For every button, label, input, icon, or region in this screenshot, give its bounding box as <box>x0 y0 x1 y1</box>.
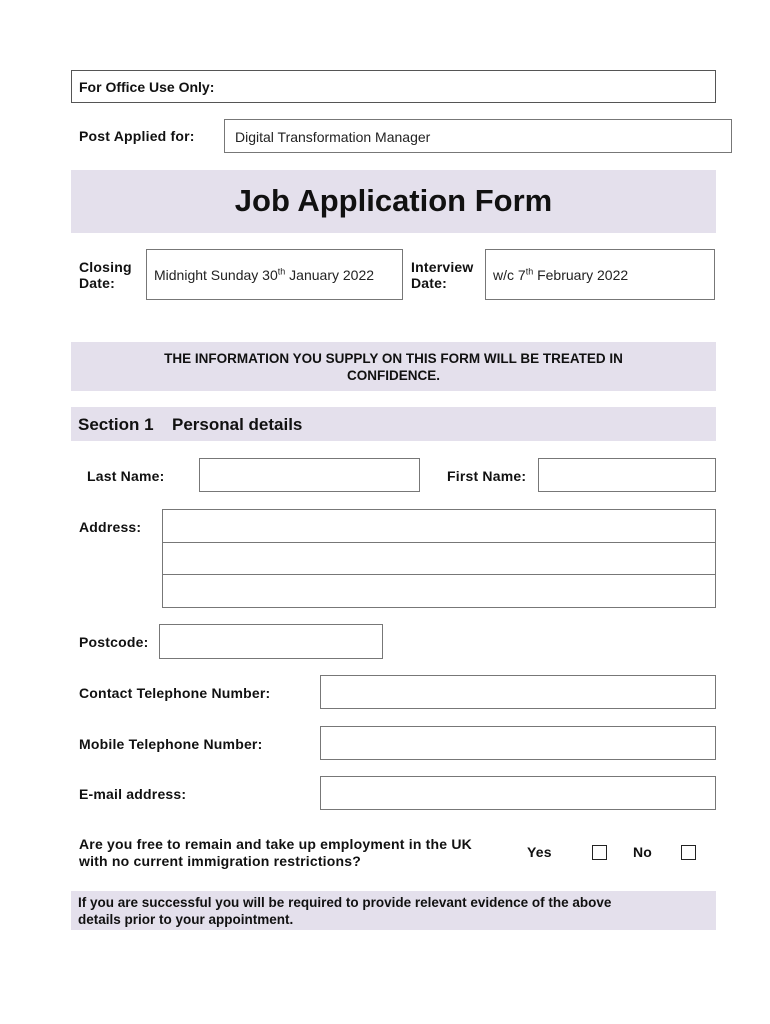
interview-date-value-main: w/c 7 <box>493 267 526 283</box>
confidence-notice-line1: THE INFORMATION YOU SUPPLY ON THIS FORM WILL BE TREATED IN <box>164 351 623 366</box>
closing-date-value-rest: January 2022 <box>285 267 375 283</box>
page-title: Job Application Form <box>234 183 553 218</box>
email-label: E-mail address: <box>79 786 187 802</box>
no-checkbox[interactable] <box>681 845 696 860</box>
email-input[interactable] <box>320 776 716 810</box>
postcode-label: Postcode: <box>79 634 149 650</box>
yes-label: Yes <box>527 844 552 860</box>
interview-date-field <box>485 249 715 300</box>
closing-date-label-line2: Date: <box>79 275 116 291</box>
confidence-notice-line2: CONFIDENCE. <box>346 368 440 383</box>
immigration-question-line1: Are you free to remain and take up employment in the UK <box>79 836 472 852</box>
interview-date-value-rest: February 2022 <box>533 267 629 283</box>
immigration-question-line2: with no current immigration restrictions? <box>79 853 362 869</box>
closing-date-label <box>79 259 132 291</box>
office-use-box <box>71 70 716 103</box>
post-applied-label: Post Applied for: <box>79 128 195 144</box>
address-line-1-input[interactable] <box>162 509 716 543</box>
postcode-input[interactable] <box>159 624 383 659</box>
closing-date-value-main: Midnight Sunday 30 <box>154 267 278 283</box>
no-label: No <box>633 844 653 860</box>
interview-date-value-sup: th <box>525 266 534 277</box>
address-line-3-input[interactable] <box>162 574 716 608</box>
closing-date-label-line1: Closing <box>79 259 132 275</box>
first-name-input[interactable] <box>538 458 716 492</box>
address-label: Address: <box>79 519 142 535</box>
mobile-phone-label: Mobile Telephone Number: <box>79 736 263 752</box>
section-1-title: Personal details <box>172 415 303 434</box>
evidence-notice-line2: details prior to your appointment. <box>78 912 294 927</box>
last-name-input[interactable] <box>199 458 420 492</box>
mobile-phone-input[interactable] <box>320 726 716 760</box>
yes-checkbox[interactable] <box>592 845 607 860</box>
interview-date-label-line2: Date: <box>411 275 448 291</box>
closing-date-value <box>154 267 374 283</box>
contact-phone-label: Contact Telephone Number: <box>79 685 271 701</box>
evidence-notice <box>71 891 716 930</box>
last-name-label: Last Name: <box>87 468 165 484</box>
closing-date-value-sup: th <box>277 266 286 277</box>
interview-date-label <box>411 259 474 291</box>
contact-phone-input[interactable] <box>320 675 716 709</box>
title-band <box>71 170 716 233</box>
office-use-label: For Office Use Only: <box>79 79 215 95</box>
evidence-notice-line1: If you are successful you will be required to provide relevant evidence of the above <box>78 895 612 910</box>
address-line-2-input[interactable] <box>162 542 716 575</box>
confidence-notice <box>71 342 716 391</box>
first-name-label: First Name: <box>447 468 527 484</box>
post-applied-value: Digital Transformation Manager <box>235 129 431 145</box>
section-1-header <box>71 407 716 441</box>
post-applied-field[interactable] <box>224 119 732 153</box>
interview-date-value <box>493 267 628 283</box>
section-1-number: Section 1 <box>78 415 154 434</box>
interview-date-label-line1: Interview <box>411 259 474 275</box>
closing-date-field <box>146 249 403 300</box>
immigration-question <box>79 836 472 870</box>
